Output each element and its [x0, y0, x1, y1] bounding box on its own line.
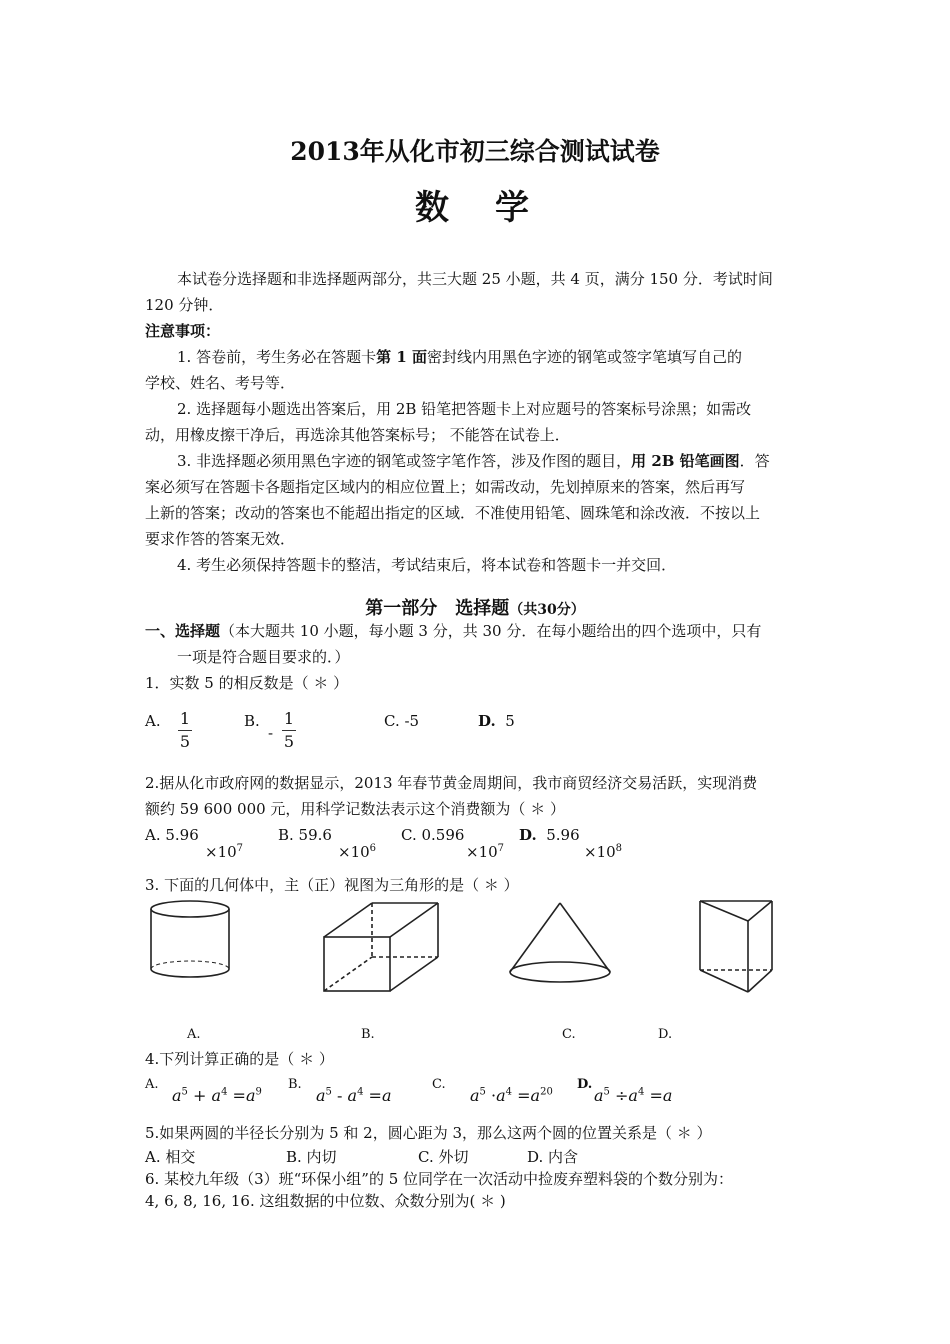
- q6-line1: 6. 某校九年级（3）班“环保小组”的 5 位同学在一次活动中捡废弃塑料袋的个数分别为：: [145, 1170, 734, 1188]
- q4-a-exp1: 5: [181, 1086, 188, 1098]
- q4-d-eq: =: [649, 1086, 663, 1105]
- note-3-line3: 上新的答案；改动的答案也不能超出指定的区域．不准使用铅笔、圆珠笔和涂改液．不按以上: [145, 504, 761, 522]
- note-4: 4. 考生必须保持答题卡的整洁，考试结束后，将本试卷和答题卡一并交回．: [177, 556, 677, 574]
- intro-line2: 120 分钟．: [145, 296, 224, 314]
- q6-line2: 4, 6, 8, 16, 16. 这组数据的中位数、众数分别为( ＊ ): [145, 1192, 506, 1210]
- q2-line1: 2.据从化市政府网的数据显示，2013 年春节黄金周期间，我市商贸经济交易活跃，实现消费: [145, 774, 758, 792]
- q4-d-op: ÷: [615, 1086, 629, 1105]
- prism-figure: [700, 901, 772, 992]
- q4-c-var3: a: [530, 1086, 541, 1105]
- q4-d-var1: a: [594, 1086, 604, 1105]
- note-1-post: 密封线内用黑色字迹的钢笔或签字笔填写自己的: [426, 348, 742, 366]
- note-3-line4: 要求作答的答案无效．: [145, 530, 296, 548]
- q1-a-denominator: 5: [179, 732, 191, 751]
- q4-option-a-label: A.: [145, 1077, 159, 1092]
- q4-option-d-label: D.: [577, 1077, 593, 1092]
- section-intro-line2: 一项是符合题目要求的．）: [177, 648, 350, 666]
- q4-c-exp3: 20: [540, 1086, 553, 1098]
- q2-option-a: A. 5.96: [145, 826, 199, 844]
- q4-stem: 4.下列计算正确的是（ ＊ ）: [145, 1050, 334, 1068]
- q4-c-exp2: 4: [505, 1086, 513, 1098]
- q4-b-eq: =: [368, 1086, 382, 1105]
- q4-c-var2: a: [496, 1086, 506, 1105]
- q4-b-var3: a: [381, 1086, 392, 1105]
- q2-line2: 额约 59 600 000 元，用科学记数法表示这个消费额为（ ＊ ）: [145, 800, 565, 818]
- cone-figure: [510, 903, 610, 982]
- q4-d-exp1: 5: [603, 1086, 610, 1098]
- q1-a-numerator: 1: [179, 709, 191, 728]
- section-title: 一、选择题: [145, 622, 221, 640]
- q4-c-eq: =: [517, 1086, 531, 1105]
- note-3-bold: 用 2B 铅笔画图: [631, 452, 740, 470]
- q4-a-eq: =: [232, 1086, 246, 1105]
- q4-a-var3: a: [245, 1086, 256, 1105]
- q3-solids-figure: [140, 895, 820, 1005]
- q4-option-c-label: C.: [432, 1077, 446, 1092]
- q2-b-pow: ×10: [338, 843, 370, 861]
- section-desc: （本大题共 10 小题，每小题 3 分，共 30 分．在每小题给出的四个选项中，只有: [220, 622, 762, 640]
- note-2-line1: 2. 选择题每小题选出答案后，用 2B 铅笔把答题卡上对应题号的答案标号涂黑；如需改: [177, 400, 752, 418]
- note-1-line1: [177, 344, 742, 370]
- q1-option-b-fraction: [282, 708, 296, 753]
- q4-option-b-label: B.: [288, 1077, 302, 1092]
- q2-c-pow: ×10: [466, 843, 498, 861]
- q4-b-var2: a: [347, 1086, 358, 1105]
- q3-option-b: B.: [361, 1027, 375, 1042]
- q4-c-op: ·: [491, 1086, 497, 1105]
- q2-option-c: C. 0.596: [401, 826, 465, 844]
- q4-c-var1: a: [470, 1086, 480, 1105]
- q4-a-var1: a: [172, 1086, 182, 1105]
- q2-c-exp: 7: [497, 843, 505, 854]
- cuboid-figure: [324, 903, 438, 991]
- note-2-line2: 动，用橡皮擦干净后，再选涂其他答案标号； 不能答在试卷上．: [145, 426, 570, 444]
- q1-option-a-label: A.: [145, 712, 161, 730]
- q4-option-b-expr: [316, 1086, 391, 1105]
- exam-title: 2013年从化市初三综合测试试卷: [290, 137, 660, 166]
- q3-option-a: A.: [187, 1027, 201, 1042]
- q2-option-d-power: [584, 836, 622, 865]
- part1-heading: [0, 594, 950, 620]
- q4-b-exp2: 4: [357, 1086, 364, 1098]
- q5-stem: 5.如果两圆的半径长分别为 5 和 2，圆心距为 3，那么这两个圆的位置关系是（ ＊ ）: [145, 1124, 712, 1142]
- q1-option-b-label: B.: [244, 712, 260, 730]
- q3-option-c: C.: [562, 1027, 576, 1042]
- note-1-bold: 第 1 面: [376, 348, 427, 366]
- q2-a-exp: 7: [236, 843, 244, 854]
- q4-b-var1: a: [316, 1086, 326, 1105]
- intro-line1: 本试卷分选择题和非选择题两部分，共三大题 25 小题，共 4 页，满分 150 分．考试时间: [177, 270, 773, 288]
- q4-b-exp1: 5: [325, 1086, 332, 1098]
- q5-option-d: D. 内含: [527, 1148, 579, 1166]
- q4-c-exp1: 5: [479, 1086, 486, 1098]
- q2-d-pow: ×10: [584, 843, 616, 861]
- q1-option-a-fraction: [178, 708, 192, 753]
- q3-stem: 3. 下面的几何体中，主（正）视图为三角形的是（ ＊ ）: [145, 876, 519, 894]
- q2-option-b-power: [338, 836, 376, 865]
- q4-option-c-expr: [470, 1086, 553, 1105]
- subject-title: 数 学: [415, 188, 535, 228]
- q2-option-a-power: [205, 836, 243, 865]
- q2-option-c-power: [466, 836, 504, 865]
- q3-option-d: D.: [658, 1027, 673, 1042]
- note-3-line2: 案必须写在答题卡各题指定区域内的相应位置上；如需改动，先划掉原来的答案，然后再写: [145, 478, 746, 496]
- q1-option-d-value: 5: [505, 712, 515, 730]
- q4-a-exp2: 4: [221, 1086, 228, 1098]
- note-1-line2: 学校、姓名、考号等．: [145, 374, 296, 392]
- note-3-line1: [177, 448, 770, 474]
- part1-heading-sub: （共30分）: [509, 602, 585, 618]
- q1-b-denominator: 5: [283, 732, 295, 751]
- q4-d-var3: a: [662, 1086, 673, 1105]
- q1-option-d: [478, 708, 515, 734]
- q1-option-b-sign: -: [268, 724, 274, 742]
- part1-heading-main: 第一部分 选择题: [365, 598, 510, 619]
- q1-option-c: C. -5: [384, 712, 420, 730]
- q4-option-d-expr: [594, 1086, 672, 1105]
- q2-b-exp: 6: [369, 843, 377, 854]
- notice-title: 注意事项：: [145, 322, 221, 340]
- q4-d-var2: a: [628, 1086, 638, 1105]
- section-intro: [145, 618, 761, 644]
- note-3-pre: 3. 非选择题必须用黑色字迹的钢笔或签字笔作答，涉及作图的题目，: [177, 452, 632, 470]
- q4-a-exp3: 9: [255, 1086, 262, 1098]
- q4-d-exp2: 4: [637, 1086, 645, 1098]
- q1-stem: 1．实数 5 的相反数是（ ＊ ）: [145, 674, 349, 692]
- q5-option-a: A. 相交: [145, 1148, 196, 1166]
- q1-b-numerator: 1: [283, 709, 295, 728]
- note-3-post: ．答: [739, 452, 770, 470]
- q4-a-op: +: [193, 1086, 207, 1105]
- q4-b-op: -: [337, 1086, 343, 1105]
- note-1-pre: 1. 答卷前，考生务必在答题卡: [177, 348, 377, 366]
- q1-option-d-label: D.: [478, 712, 496, 730]
- q2-d-label: D.: [519, 826, 537, 844]
- q4-a-var2: a: [211, 1086, 222, 1105]
- q2-a-pow: ×10: [205, 843, 237, 861]
- q2-d-exp: 8: [615, 843, 623, 854]
- q4-option-a-expr: [172, 1086, 262, 1105]
- cylinder-figure: [151, 901, 229, 977]
- q2-option-d: [519, 822, 580, 848]
- q2-d-value: 5.96: [546, 826, 580, 844]
- q5-option-c: C. 外切: [418, 1148, 469, 1166]
- q5-option-b: B. 内切: [286, 1148, 337, 1166]
- q2-option-b: B. 59.6: [278, 826, 332, 844]
